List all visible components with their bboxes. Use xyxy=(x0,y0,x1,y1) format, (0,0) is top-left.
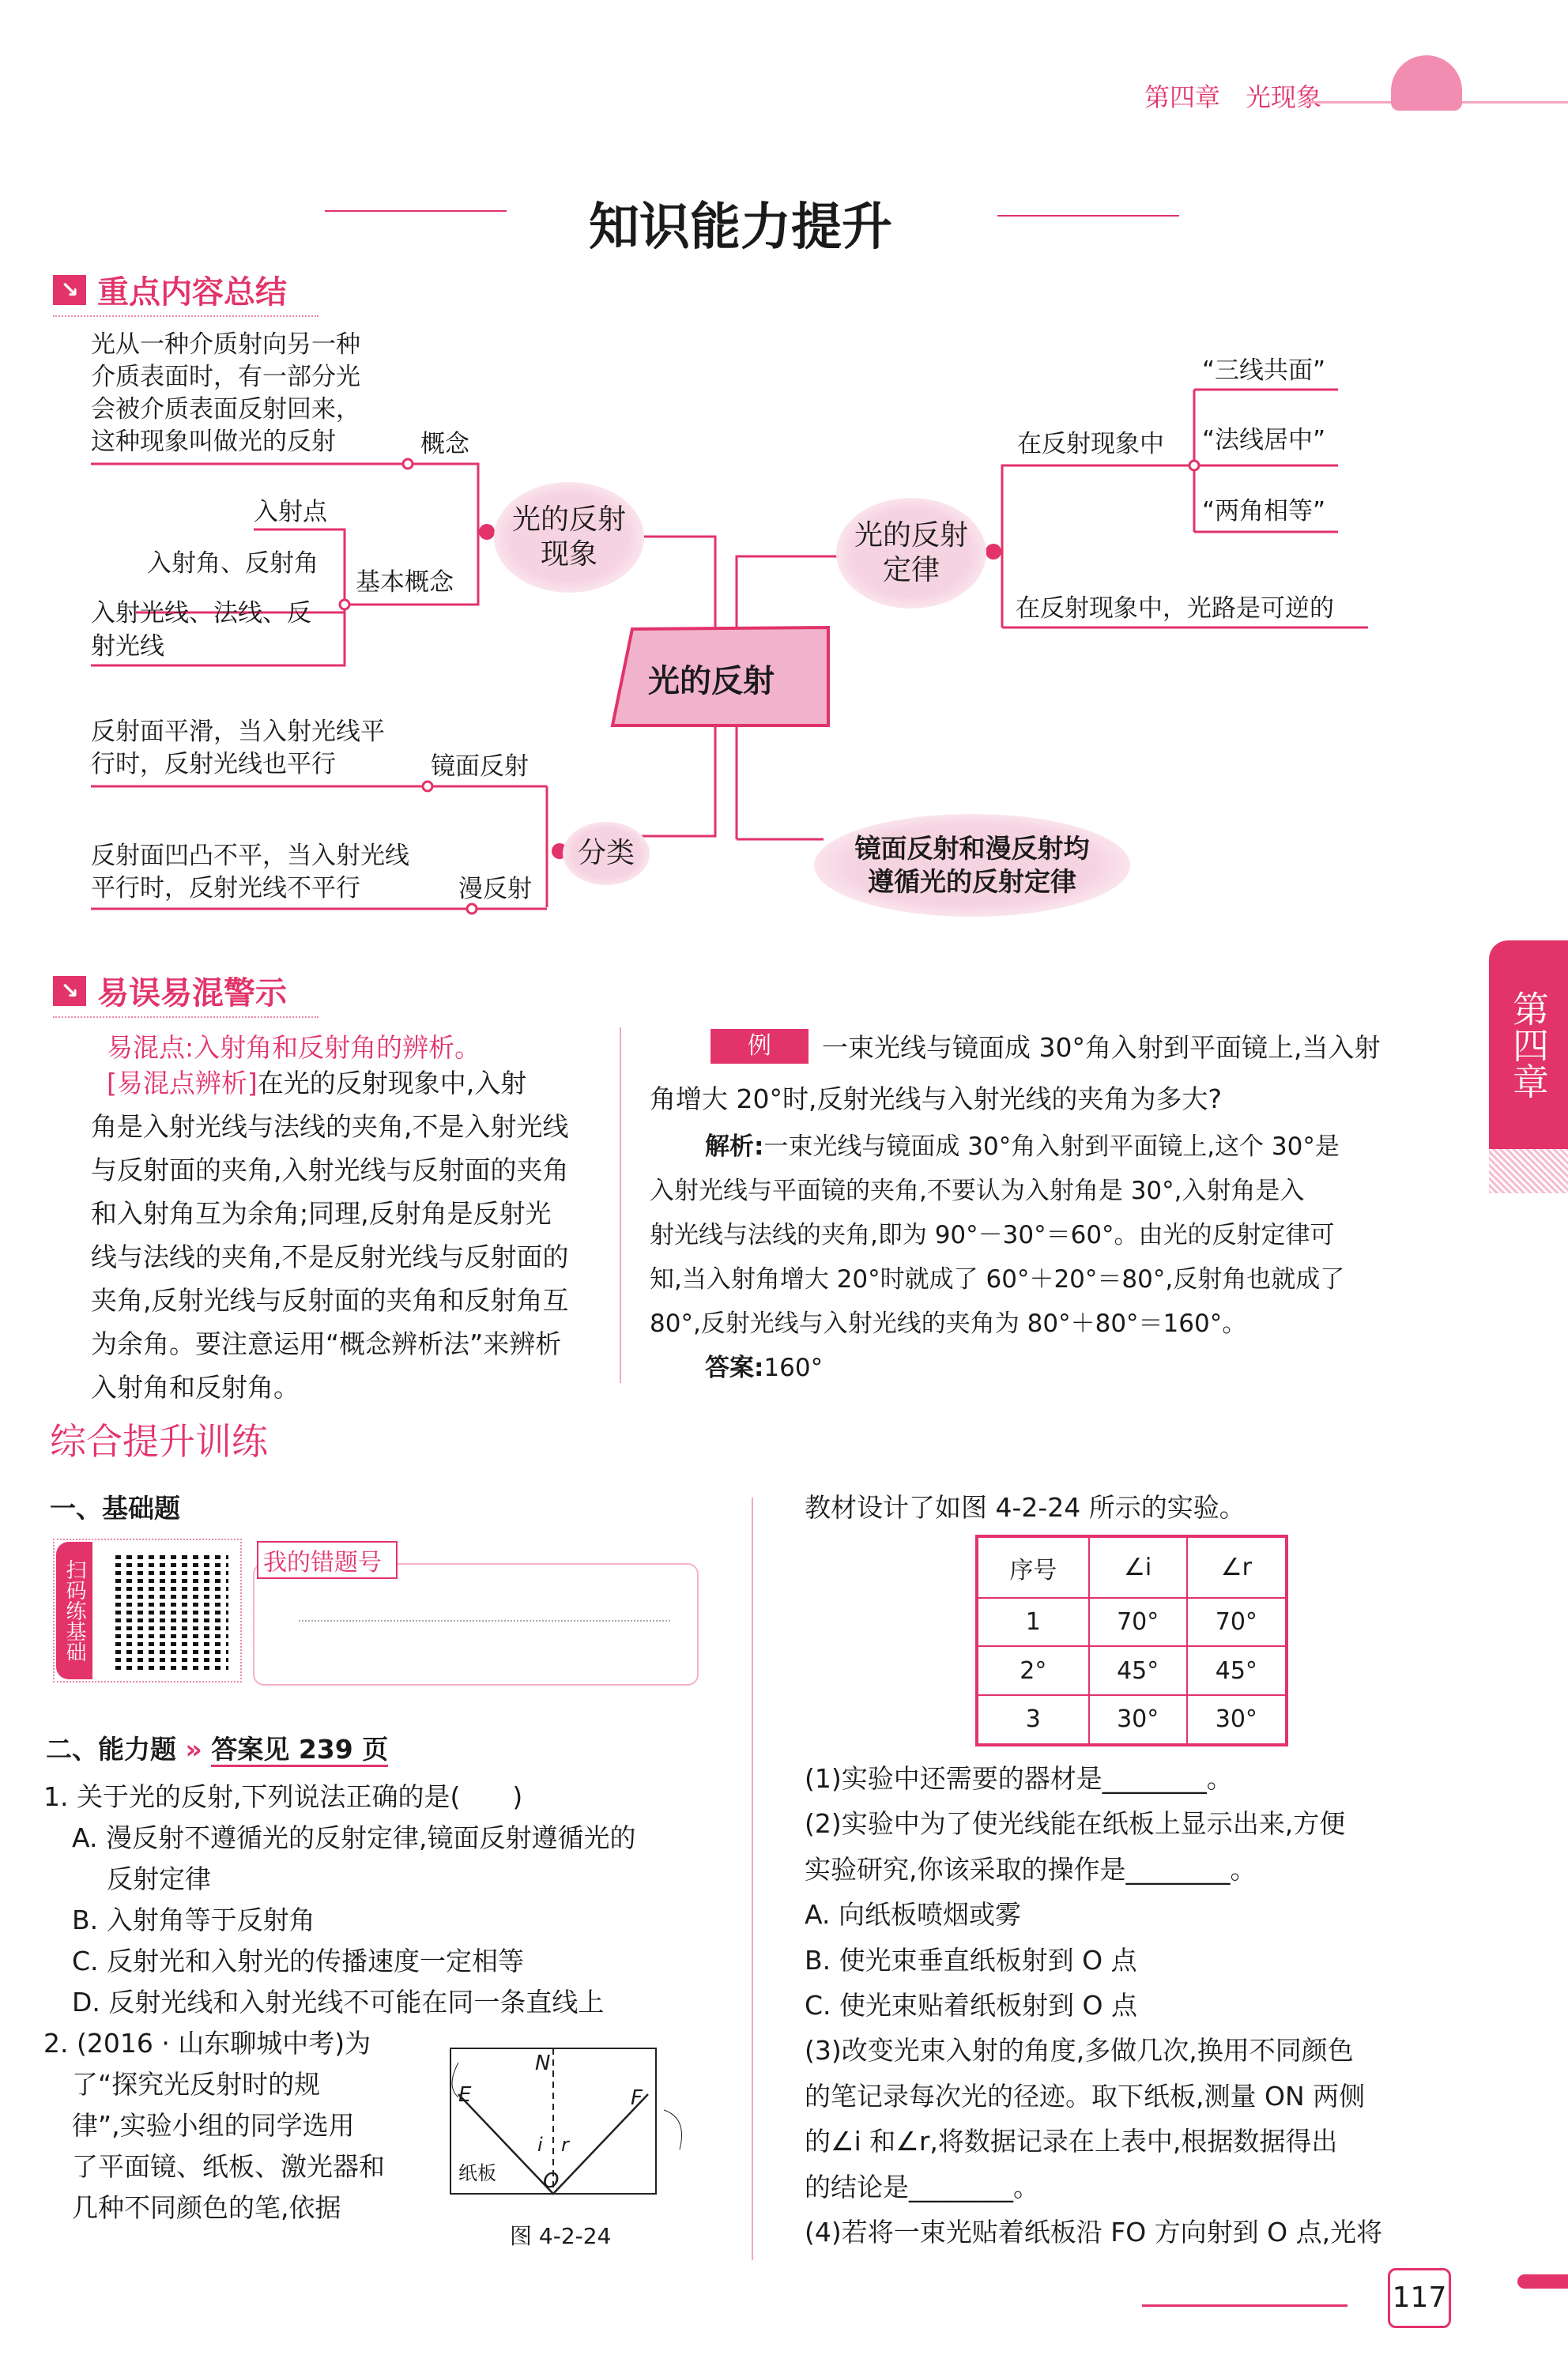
footer-rule xyxy=(1142,2304,1348,2307)
in-reflection-label: 在反射现象中 xyxy=(1017,430,1164,458)
column-divider xyxy=(752,1498,753,2260)
chapter-side-tab[interactable]: 第四章 xyxy=(1489,940,1568,1149)
label-i: i xyxy=(537,2134,543,2156)
diffuse-text: 反射面凹凸不平，当入射光线 平行时，反射光线不平行 xyxy=(91,842,409,902)
footer-bar xyxy=(1517,2274,1568,2289)
example-solution: 解析:一束光线与镜面成 30°角入射到平面镜上,这个 30°是 入射光线与平面镜的夹角,不要认为入射角是 30°,入射角是入 射光线与法线的夹角,即为 90°－30°＝60°。由光的反射定律可 知,当入射角增大 20°时就成了 60°＋20°＝80°,反射角也就成了 80°,反射光线与入射光线的夹角为 80°＋80°＝160°。 答案:160° xyxy=(650,1132,1345,1382)
basic-item-rays: 入射光线、法线、反 xyxy=(91,599,311,627)
ability-heading: 二、能力题 » 答案见 239 页 xyxy=(46,1729,388,1766)
label-E: E xyxy=(458,2083,472,2107)
law-item-2: “法线居中” xyxy=(1202,426,1326,454)
figure-caption: 图 4-2-24 xyxy=(510,2223,612,2249)
analysis-text: [易混点辨析]在光的反射现象中,入射 角是入射光线与法线的夹角,不是入射光线 与反射面的夹角,入射光线与反射面的夹角 和入射角互为余角;同理,反射角是反射光 线与法线的夹角,不是反射光线与反射面的 夹角,反射光线与反射面的夹角和反射角互 为余角。要注意运用“概念辨析法”来辨析 入射角和反射角。 xyxy=(91,1068,569,1403)
chapter-label: 第四章 xyxy=(1144,82,1221,112)
page-title: 知识能力提升 xyxy=(589,198,892,257)
table-row: 1 70° 70° xyxy=(977,1598,1287,1646)
specular-label: 镜面反射 xyxy=(431,752,529,781)
question-2-stem: 2. (2016 · 山东聊城中考)为 了“探究光反射时的规 律”,实验小组的同学选用 了平面镜、纸板、激光器和 几种不同颜色的笔,依据 xyxy=(43,2028,385,2223)
bubble-classify: 分类 xyxy=(563,822,650,885)
law-reversible: 在反射现象中，光路是可逆的 xyxy=(1016,594,1334,623)
heading-text: 重点内容总结 xyxy=(97,274,287,311)
confusion-point: 易混点:入射角和反射角的辨析。 xyxy=(107,1032,481,1063)
answer-reference: 答案见 239 页 xyxy=(211,1734,388,1767)
qr-label: 扫码练基础 xyxy=(56,1542,92,1679)
label-N: N xyxy=(535,2052,551,2075)
example-badge: 例 xyxy=(710,1029,808,1064)
mindmap-lines xyxy=(0,0,1568,948)
qr-code-icon[interactable] xyxy=(110,1551,228,1670)
bubble-law: 光的反射 定律 xyxy=(836,498,986,609)
page-number: 117 xyxy=(1388,2268,1451,2328)
example-question: 一束光线与镜面成 30°角入射到平面镜上,当入射 角增大 20°时,反射光线与入射光线的夹角为多大? xyxy=(650,1032,1381,1114)
table-header-row: 序号 ∠i ∠r xyxy=(977,1536,1287,1598)
law-item-1: “三线共面” xyxy=(1202,356,1326,385)
question-2-cont: 教材设计了如图 4-2-24 所示的实验。 xyxy=(805,1492,1246,1523)
table-row: 3 30° 30° xyxy=(977,1695,1287,1745)
question-2-subparts: (1)实验中还需要的器材是________。 (2)实验中为了使光线能在纸板上显示出来,方便 实验研究,你该采取的操作是________。 A. 向纸板喷烟或雾 B. 使光束垂直纸板射到 O 点 C. 使光束贴着纸板射到 O 点 (3)改变光束入射的角度,多做几次,换用不同颜色 的笔记录每次光的径迹。取下纸板,测量 ON 两侧 的∠i 和∠r,将数据记录在上表中,根据数据得出 的结论是________。 (4)若将一束光贴着纸板沿 FO 方向射到 O 点,光将 xyxy=(805,1763,1383,2248)
table-row: 2° 45° 45° xyxy=(977,1646,1287,1694)
wrong-answer-label: 我的错题号 xyxy=(257,1541,398,1579)
basic-concept-label: 基本概念 xyxy=(356,568,454,597)
bubble-phenomenon: 光的反射 现象 xyxy=(494,482,644,593)
answer-value: 160° xyxy=(763,1354,824,1382)
wrong-answer-box[interactable] xyxy=(253,1563,699,1686)
section-label: 光现象 xyxy=(1246,82,1322,112)
wrong-answer-line xyxy=(299,1620,670,1622)
arrow-icon: ↘ xyxy=(53,275,86,305)
basic-item-incidence-point: 入射点 xyxy=(254,498,327,526)
column-divider xyxy=(620,1027,621,1383)
data-table xyxy=(975,1535,1288,1746)
specular-text: 反射面平滑，当入射光线平 行时，反射光线也平行 xyxy=(91,718,385,778)
basic-item-rays-cont: 射光线 xyxy=(91,632,164,661)
basic-item-angles: 入射角、反射角 xyxy=(147,549,318,578)
basic-heading: 一、基础题 xyxy=(50,1493,180,1524)
label-F: F xyxy=(631,2086,643,2110)
label-O: O xyxy=(543,2169,560,2193)
concept-text: 光从一种介质射向另一种 介质表面时，有一部分光 会被介质表面反射回来， 这种现象叫做光的反射 xyxy=(91,330,360,456)
heading-text: 易误易混警示 xyxy=(97,975,287,1012)
training-heading: 综合提升训练 xyxy=(50,1420,268,1463)
mindmap-center: 光的反射 xyxy=(648,663,775,699)
board-label: 纸板 xyxy=(458,2162,496,2184)
section-warning-heading xyxy=(53,968,287,1013)
law-item-3: “两角相等” xyxy=(1202,497,1326,526)
concept-label: 概念 xyxy=(420,430,469,458)
question-1: 1. 关于光的反射,下列说法正确的是( ) A. 漫反射不遵循光的反射定律,镜面反射遵循光的 反射定律 B. 入射角等于反射角 C. 反射光和入射光的传播速度一定相等 D. 反射光线和入射光线不可能在同一条直线上 xyxy=(43,1781,636,2018)
side-tab-hatch xyxy=(1489,1149,1568,1193)
bubble-both-follow-law: 镜面反射和漫反射均 遵循光的反射定律 xyxy=(814,814,1130,917)
experiment-figure xyxy=(427,2031,695,2221)
arrow-icon: ↘ xyxy=(53,976,86,1006)
diffuse-label: 漫反射 xyxy=(458,875,532,903)
label-r: r xyxy=(561,2134,569,2156)
qr-box[interactable] xyxy=(53,1539,242,1682)
